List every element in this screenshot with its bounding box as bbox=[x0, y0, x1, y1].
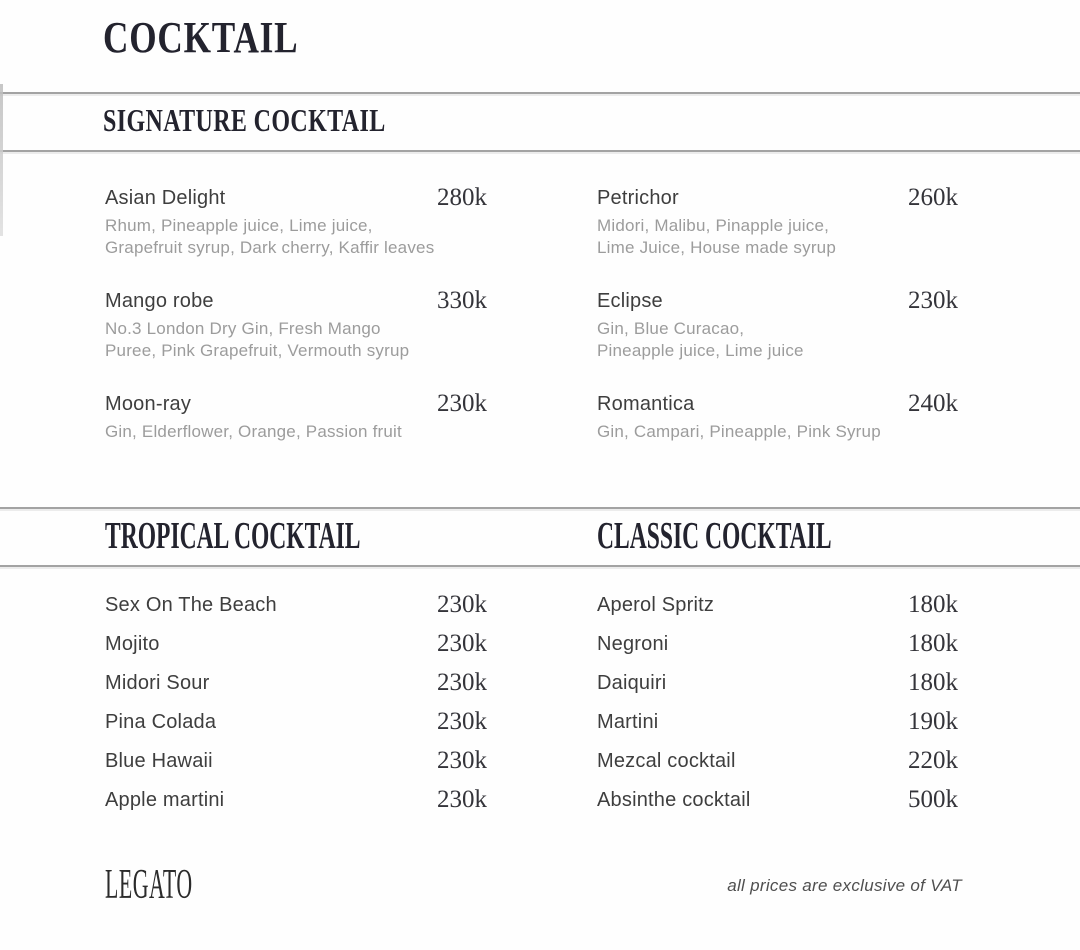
menu-item-eclipse bbox=[597, 289, 958, 362]
item-row bbox=[597, 186, 958, 210]
classic-section-heading: CLASSIC COCKTAIL bbox=[597, 515, 832, 557]
signature-right-column bbox=[597, 186, 958, 443]
item-price: 230k bbox=[437, 786, 487, 813]
list-item bbox=[105, 671, 487, 695]
menu-item-petrichor bbox=[597, 186, 958, 259]
item-name: Negroni bbox=[597, 633, 669, 655]
list-item bbox=[597, 710, 958, 734]
divider bbox=[0, 565, 1080, 567]
item-row bbox=[105, 186, 487, 210]
divider bbox=[0, 507, 1080, 509]
item-name: Mango robe bbox=[105, 290, 214, 312]
item-description bbox=[105, 421, 487, 443]
item-row bbox=[597, 289, 958, 313]
item-name: Petrichor bbox=[597, 187, 679, 209]
item-description bbox=[597, 421, 958, 443]
item-price: 180k bbox=[908, 669, 958, 696]
tropical-section-heading: TROPICAL COCKTAIL bbox=[105, 515, 361, 557]
description-line: Midori, Malibu, Pinapple juice, bbox=[597, 216, 830, 235]
classic-list bbox=[597, 593, 958, 812]
item-description bbox=[105, 215, 487, 259]
list-item bbox=[597, 632, 958, 656]
description-line: No.3 London Dry Gin, Fresh Mango bbox=[105, 319, 381, 338]
item-price: 260k bbox=[908, 184, 958, 211]
item-name: Eclipse bbox=[597, 290, 663, 312]
page-edge-artifact bbox=[0, 84, 3, 236]
brand-logo: LEGATO bbox=[105, 862, 193, 908]
item-name: Mojito bbox=[105, 633, 160, 655]
item-name: Absinthe cocktail bbox=[597, 789, 751, 811]
item-price: 230k bbox=[437, 747, 487, 774]
item-name: Midori Sour bbox=[105, 672, 210, 694]
list-item bbox=[597, 788, 958, 812]
item-row bbox=[105, 289, 487, 313]
item-price: 180k bbox=[908, 591, 958, 618]
list-item bbox=[597, 671, 958, 695]
item-name: Pina Colada bbox=[105, 711, 217, 733]
item-price: 230k bbox=[437, 591, 487, 618]
item-row bbox=[105, 392, 487, 416]
item-price: 230k bbox=[908, 287, 958, 314]
item-price: 180k bbox=[908, 630, 958, 657]
item-price: 230k bbox=[437, 630, 487, 657]
item-name: Asian Delight bbox=[105, 187, 226, 209]
item-name: Mezcal cocktail bbox=[597, 750, 736, 772]
signature-section-heading: SIGNATURE COCKTAIL bbox=[103, 102, 386, 138]
divider bbox=[0, 92, 1080, 94]
item-price: 240k bbox=[908, 390, 958, 417]
simple-lists-section bbox=[0, 593, 1080, 812]
description-line: Gin, Campari, Pineapple, Pink Syrup bbox=[597, 422, 881, 441]
description-line: Rhum, Pineapple juice, Lime juice, bbox=[105, 216, 373, 235]
item-price: 330k bbox=[437, 287, 487, 314]
list-item bbox=[597, 749, 958, 773]
description-line: Pineapple juice, Lime juice bbox=[597, 341, 804, 360]
item-name: Moon-ray bbox=[105, 393, 192, 415]
item-price: 230k bbox=[437, 669, 487, 696]
item-name: Daiquiri bbox=[597, 672, 667, 694]
item-name: Sex On The Beach bbox=[105, 594, 277, 616]
page-title: COCKTAIL bbox=[103, 13, 299, 62]
item-name: Apple martini bbox=[105, 789, 225, 811]
description-line: Gin, Elderflower, Orange, Passion fruit bbox=[105, 422, 402, 441]
item-price: 280k bbox=[437, 184, 487, 211]
item-row bbox=[597, 392, 958, 416]
list-item bbox=[105, 632, 487, 656]
menu-item-mango-robe bbox=[105, 289, 487, 362]
menu-item-moon-ray bbox=[105, 392, 487, 443]
item-price: 230k bbox=[437, 390, 487, 417]
item-name: Blue Hawaii bbox=[105, 750, 213, 772]
description-line: Lime Juice, House made syrup bbox=[597, 238, 836, 257]
menu-item-romantica bbox=[597, 392, 958, 443]
item-price: 190k bbox=[908, 708, 958, 735]
menu-item-asian-delight bbox=[105, 186, 487, 259]
item-name: Romantica bbox=[597, 393, 695, 415]
signature-left-column bbox=[105, 186, 487, 443]
list-item bbox=[105, 788, 487, 812]
list-item bbox=[105, 593, 487, 617]
description-line: Gin, Blue Curacao, bbox=[597, 319, 745, 338]
list-item bbox=[105, 749, 487, 773]
list-item bbox=[597, 593, 958, 617]
item-description bbox=[105, 318, 487, 362]
item-price: 500k bbox=[908, 786, 958, 813]
lists-heading-row bbox=[0, 517, 1080, 555]
item-name: Martini bbox=[597, 711, 659, 733]
tropical-list bbox=[105, 593, 487, 812]
item-price: 230k bbox=[437, 708, 487, 735]
signature-section bbox=[0, 186, 1080, 443]
item-name: Aperol Spritz bbox=[597, 594, 715, 616]
item-description bbox=[597, 318, 958, 362]
description-line: Grapefruit syrup, Dark cherry, Kaffir leaves bbox=[105, 238, 435, 257]
item-price: 220k bbox=[908, 747, 958, 774]
divider bbox=[0, 150, 1080, 152]
description-line: Puree, Pink Grapefruit, Vermouth syrup bbox=[105, 341, 410, 360]
item-description bbox=[597, 215, 958, 259]
list-item bbox=[105, 710, 487, 734]
page-footer bbox=[0, 862, 1080, 908]
vat-note: all prices are exclusive of VAT bbox=[727, 876, 962, 895]
